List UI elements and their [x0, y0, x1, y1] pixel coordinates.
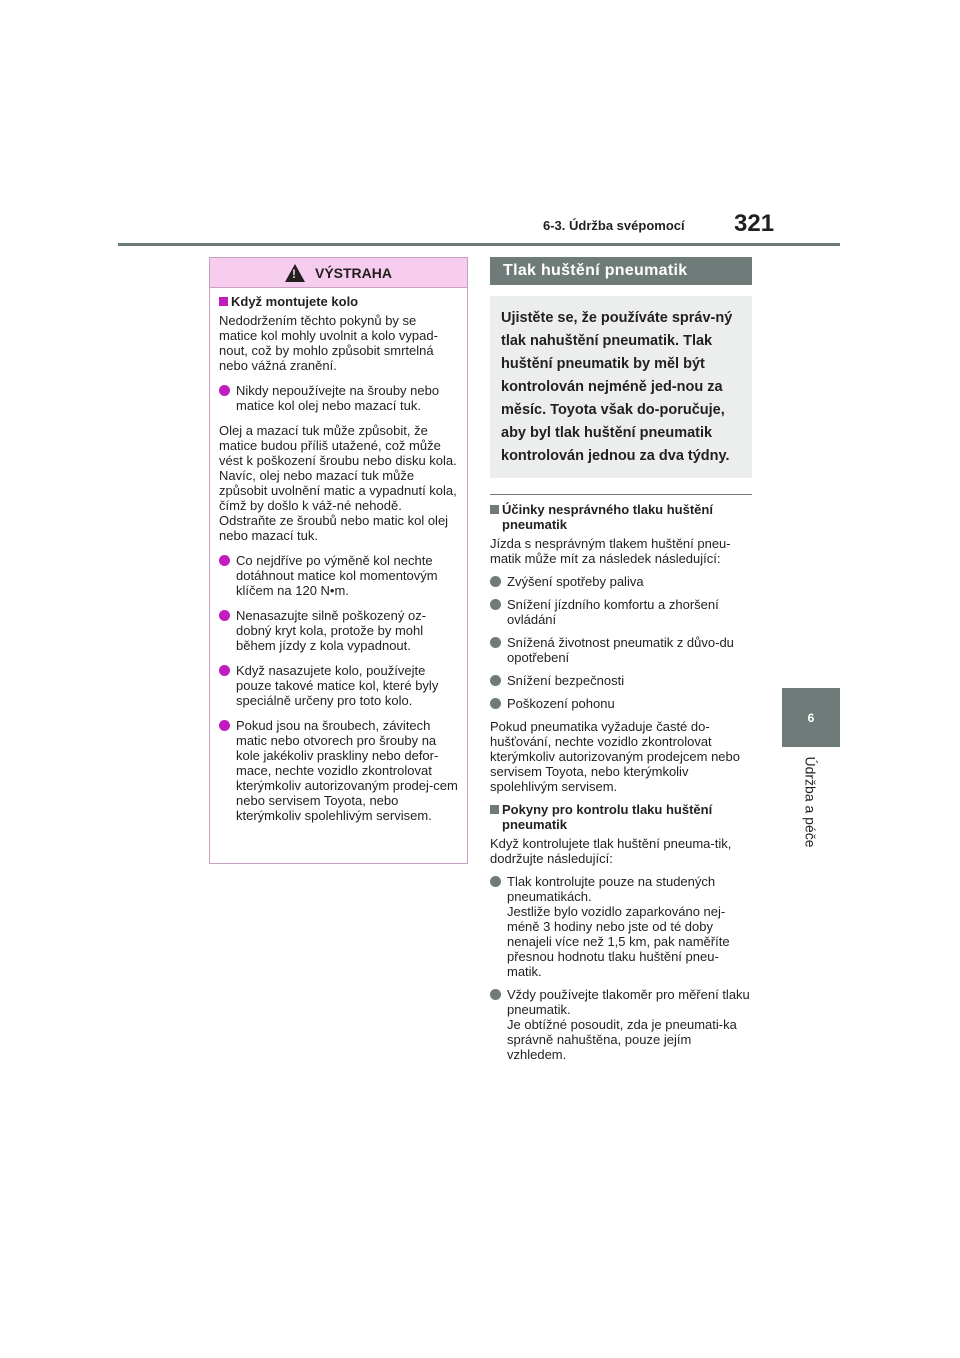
bullet-icon: [490, 599, 501, 610]
warning-heading: [219, 294, 458, 309]
check-heading-text: Pokyny pro kontrolu tlaku huštění pneumatik: [502, 802, 713, 832]
effect-item: [490, 673, 752, 688]
effect-text: Snížení bezpečnosti: [507, 673, 625, 688]
warning-bullet: [219, 663, 458, 708]
warning-title: VÝSTRAHA: [314, 264, 392, 281]
bullet-icon: [490, 876, 501, 887]
warning-bullet: [219, 553, 458, 598]
bullet-icon: [490, 989, 501, 1000]
bullet-text: Když nasazujete kolo, používejte pouze takové matice kol, které byly speciálně určeny pro toto kolo.: [236, 663, 439, 708]
bullet-icon: [490, 698, 501, 709]
chapter-tab-number[interactable]: 6: [782, 688, 840, 747]
effects-heading-text: Účinky nesprávného tlaku huštění pneumatik: [502, 502, 713, 532]
warning-body: [210, 288, 467, 823]
section-title: 6-3. Údržba svépomocí: [543, 218, 685, 233]
tip-detail: Jestliže bylo vozidlo zaparkováno nej-méně 3 hodiny nebo jste od té doby nenajeli více než 1,5 km, pak naměříte přesnou hodnotu tlaku huštění pneu-matik.: [507, 904, 730, 979]
warning-box: [209, 257, 468, 864]
tire-section-title: Tlak huštění pneumatik: [490, 257, 752, 285]
effects-heading: [490, 502, 752, 532]
bullet-text: Co nejdříve po výměně kol nechte dotáhnout matice kol momentovým klíčem na 120 N•m.: [236, 553, 438, 598]
tire-pressure-section: [490, 257, 752, 1070]
effect-text: Snížená životnost pneumatik z důvo-du opotřebení: [507, 635, 734, 665]
refill-note: Pokud pneumatika vyžaduje časté do-hušťování, nechte vozidlo zkontrolovat kterýmkoliv autorizovaným prodejcem nebo servisem Toyota, nebo kterýmkoliv spolehlivým servisem.: [490, 719, 740, 794]
tip-text: Tlak kontrolujte pouze na studených pneumatikách.: [507, 874, 716, 904]
tire-intro-box: Ujistěte se, že používáte správ-ný tlak nahuštění pneumatik. Tlak huštění pneumatik by měl být kontrolován nejméně jed-nou za měsíc. Toyota však do-poručuje, aby byl tlak huštění pneumatik kontrolován jednou za dva týdny.: [490, 296, 752, 478]
square-bullet-icon: [219, 297, 228, 306]
check-heading: [490, 802, 752, 832]
warning-intro: Nedodržením těchto pokynů by se matice kol mohly uvolnit a kolo vypad-nout, což by mohlo způsobit smrtelná nebo vážná zranění.: [219, 313, 438, 373]
warning-bullet: [219, 608, 458, 653]
effect-text: Snížení jízdního komfortu a zhoršení ovládání: [507, 597, 719, 627]
chapter-tab-label: Údržba a péče: [803, 756, 819, 848]
effect-text: Poškození pohonu: [507, 696, 615, 711]
square-bullet-icon: [490, 805, 499, 814]
bullet-icon: [219, 720, 230, 731]
effect-item: [490, 574, 752, 589]
check-intro: Když kontrolujete tlak huštění pneuma-tik, dodržujte následující:: [490, 836, 732, 866]
effects-intro: Jízda s nesprávným tlakem huštění pneu-matik může mít za následek následující:: [490, 536, 731, 566]
check-tip: [490, 987, 752, 1062]
warning-bullet: [219, 383, 458, 413]
bullet-icon: [219, 555, 230, 566]
bullet-icon: [490, 576, 501, 587]
effect-text: Zvýšení spotřeby paliva: [507, 574, 644, 589]
effect-item: [490, 597, 752, 627]
chapter-tab: [782, 747, 840, 857]
warning-heading-text: Když montujete kolo: [231, 294, 359, 309]
bullet-text: Nenasazujte silně poškozený oz-dobný kryt kola, protože by mohl během jízdy z kola vypadnout.: [236, 608, 427, 653]
bullet-text: Pokud jsou na šroubech, závitech matic nebo otvorech pro šrouby na kole jakékoliv praskliny nebo defor-mace, nechte vozidlo zkontrolovat kterýmkoliv autorizovaným prodej-cem nebo servisem Toyota, nebo kterýmkoliv spolehlivým servisem.: [236, 718, 458, 823]
bullet-icon: [219, 610, 230, 621]
tip-text: Vždy používejte tlakoměr pro měření tlaku pneumatik.: [507, 987, 750, 1017]
warning-bullet: [219, 718, 458, 823]
effect-item: [490, 696, 752, 711]
square-bullet-icon: [490, 505, 499, 514]
warning-icon: [285, 264, 305, 282]
check-tip: [490, 874, 752, 979]
header-divider: [118, 243, 840, 246]
bullet-text: Nikdy nepoužívejte na šrouby nebo matice kol olej nebo mazací tuk.: [236, 383, 440, 413]
bullet-icon: [490, 637, 501, 648]
effect-item: [490, 635, 752, 665]
tip-detail: Je obtížné posoudit, zda je pneumati-ka správně nahuštěna, pouze jejím vzhledem.: [507, 1017, 737, 1062]
bullet-icon: [490, 675, 501, 686]
bullet-icon: [219, 385, 230, 396]
tire-body: [490, 495, 752, 1062]
page-number: 321: [734, 210, 775, 237]
warning-header: [210, 258, 467, 288]
bullet-icon: [219, 665, 230, 676]
warning-paragraph: Olej a mazací tuk může způsobit, že matice budou příliš utažené, což může vést k poškození šroubu nebo disku kola. Navíc, olej nebo mazací tuk může způsobit uvolnění matic a vypadnutí kola, čímž by došlo k váž-né nehodě. Odstraňte ze šroubů nebo matic kol olej nebo mazací tuk.: [219, 423, 457, 543]
